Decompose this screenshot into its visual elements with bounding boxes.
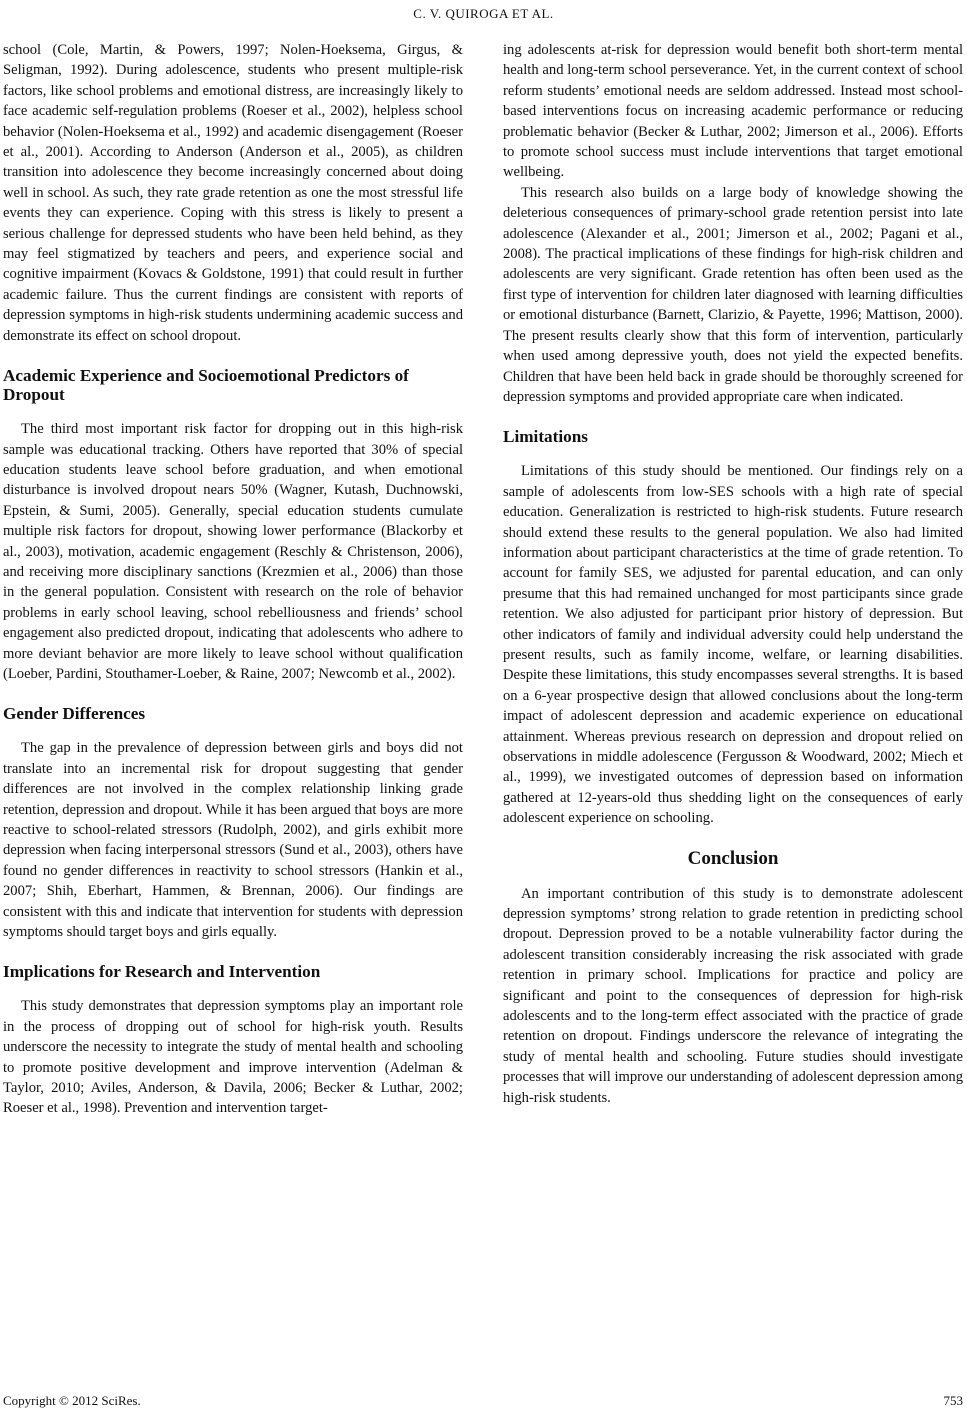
section-heading-conclusion: Conclusion: [687, 847, 779, 869]
footer-copyright: Copyright © 2012 SciRes.: [3, 1393, 141, 1408]
section-heading-gender-differences: Gender Differences: [3, 704, 146, 724]
paragraph-implications: This study demonstrates that depression symptoms play an important role in the process of dropping out of school for high-risk youth. Results underscore the necessity to integrate the study of mental health and schooling to promote positive development and improve intervention (Adelman & Taylor, 2010; Aviles, Anderson, & Davila, 2006; Becker & Luthar, 2002; Roeser et al., 1998). Prevention and intervention target-: [3, 998, 463, 1117]
running-head: C. V. QUIROGA ET AL.: [413, 6, 554, 21]
right-column: [503, 40, 963, 1108]
paragraph-research-builds: This research also builds on a large body of knowledge showing the deleterious consequences of primary-school grade retention persist into late adolescence (Alexander et al., 2001; Jimerson et al., 2002; Pagani et al., 2008). The practical implications of these findings for high-risk children and adolescents are very significant. Grade retention has often been used as the first type of intervention for children later diagnosed with learning difficulties or emotional disturbance (Barnett, Clarizio, & Payette, 1996; Mattison, 2000). The present results clearly show that this form of intervention, particularly when used among depressive youth, does not yield the expected benefits. Children that have been held back in grade should be thoroughly screened for depression symptoms and provided appropriate care when indicated.: [503, 184, 963, 405]
left-column: [3, 40, 463, 1119]
paragraph-continuation-right: ing adolescents at-risk for depression would benefit both short-term mental health and long-term school perseverance. Yet, in the current context of school reform students’ emotional needs are seldom addressed. Instead most school-based interventions focus on increasing academic performance or reducing problematic behavior (Becker & Luthar, 2002; Jimerson et al., 2006). Efforts to promote school success must include interventions that target emotional wellbeing.: [503, 42, 963, 181]
paragraph-academic-experience: The third most important risk factor for dropping out in this high-risk sample was educational tracking. Others have reported that 30% of special education students leave school before graduation, and when emotional disturbance is involved dropout nears 50% (Wagner, Kutash, Duchnowski, Epstein, & Sumi, 2005). Generally, special education students cumulate multiple risk factors for dropout, showing lower performance (Blackorby et al., 2003), motivation, academic engagement (Reschly & Christenson, 2006), and receiving more disciplinary sanctions (Krezmien et al., 2006) than those in the general population. Consistent with research on the role of behavior problems in early school leaving, school rebelliousness and friends’ school engagement also predicted dropout, indicating that adolescents who adhere to more deviant behavior are more likely to leave school without qualification (Loeber, Pardini, Stouthamer-Loeber, & Raine, 2007; Newcomb et al., 2002).: [3, 421, 463, 682]
section-heading-limitations: Limitations: [503, 427, 588, 447]
footer-page-number: 753: [943, 1393, 963, 1408]
paragraph-limitations: Limitations of this study should be mentioned. Our findings rely on a sample of adolescents from low-SES schools with a high rate of special education. Generalization is restricted to high-risk students. Future research should extend these results to the general population. We also had limited information about participant characteristics at the time of grade retention. To account for family SES, we adjusted for parental education, and can only presume that this had remained unchanged for most participants since grade retention. We also adjusted for participant prior history of depression. But other indicators of family and individual adversity could help understand the present results, such as family income, welfare, or learning disabilities. Despite these limitations, this study encompasses several strengths. It is based on a 6-year prospective design that allowed conclusions about the long-term impact of adolescent depression and academic experience on educational attainment. Whereas previous research on depression and dropout relied on observations in middle adolescence (Fergusson & Woodward, 2002; Miech et al., 1999), we investigated outcomes of depression based on information gathered at 12-years-old thus shedding light on the consequences of early adolescent experience on schooling.: [503, 463, 963, 827]
paragraph-gender-differences: The gap in the prevalence of depression between girls and boys did not translate into an incremental risk for dropout suggesting that gender differences are not involved in the complex relationship linking grade retention, depression and dropout. While it has been argued that boys are more reactive to school-related stressors (Rudolph, 2002), and girls exhibit more depression when facing interpersonal stressors (Sund et al., 2003), others have found no gender differences in reactivity to school stressors (Hankin et al., 2007; Shih, Eberhart, Hammen, & Brennan, 2006). Our findings are consistent with this and indicate that intervention for students with depression symptoms should target boys and girls equally.: [3, 740, 463, 941]
paragraph-continuation: school (Cole, Martin, & Powers, 1997; Nolen-Hoeksema, Girgus, & Seligman, 1992). During adolescence, students who present multiple-risk factors, like school problems and emotional distress, are increasingly likely to face academic self-regulation problems (Roeser et al., 2002), helpless school behavior (Nolen-Hoeksema et al., 1992) and academic disengagement (Roeser et al., 2001). According to Anderson (Anderson et al., 2005), as children transition into adolescence they become increasingly concerned about doing well in school. As such, they rate grade retention as one the most stressful life events they can experience. Coping with this stress is likely to present a serious challenge for depressed students who have been held behind, as they may feel stigmatized by teachers and peers, and experience social and cognitive impairment (Kovacs & Goldstone, 1991) that could result in further academic failure. Thus the current findings are consistent with reports of depression symptoms in high-risk students undermining academic success and demonstrate its effect on school dropout.: [3, 42, 463, 344]
section-heading-implications: Implications for Research and Intervention: [3, 962, 321, 982]
section-heading-academic-experience: Academic Experience and Socioemotional Predictors of Dropout: [3, 366, 409, 405]
paragraph-conclusion: An important contribution of this study is to demonstrate adolescent depression symptoms’ strong relation to grade retention in predicting school dropout. Depression proved to be a notable vulnerability factor during the adolescent transition considerably increasing the risk associated with grade retention in primary school. Implications for practice and policy are significant and point to the consequences of depression for high-risk adolescents and to the long-term effect associated with the practice of grade retention on dropout. Findings underscore the relevance of integrating the study of mental health and schooling. Future studies should investigate processes that will improve our understanding of adolescent depression among high-risk students.: [503, 885, 963, 1106]
